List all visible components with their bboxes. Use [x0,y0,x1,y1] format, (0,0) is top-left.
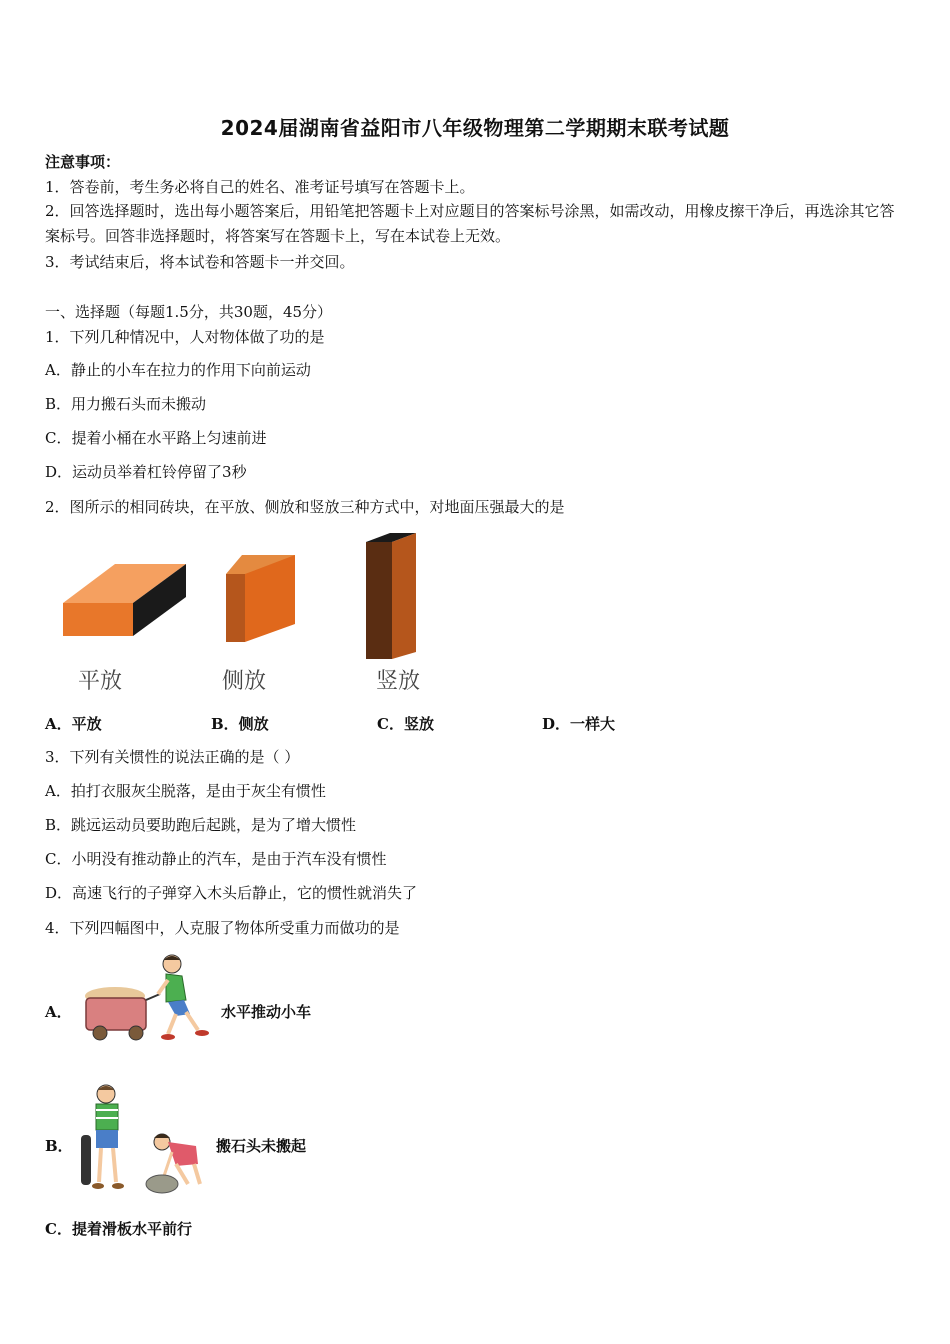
q4-option-c-caption: 提着滑板水平前行 [71,1220,192,1238]
figure-label-vertical: 竖放 [376,669,421,694]
q3-option-a: A．拍打衣服灰尘脱落，是由于灰尘有惯性 [45,782,326,800]
q3-option-d: D．高速飞行的子弹穿入木头后静止，它的惯性就消失了 [45,884,418,902]
q2-option-c: C．竖放 [377,715,434,733]
q1-option-a: A．静止的小车在拉力的作用下向前运动 [45,361,311,379]
q1-stem: 1．下列几种情况中，人对物体做了功的是 [45,328,325,346]
q2-option-d: D．一样大 [542,715,616,733]
q3-option-b: B．跳远运动员要助跑后起跳，是为了增大惯性 [45,816,357,834]
q4-option-c [45,1219,192,1239]
notice-item-2: 2．回答选择题时，选出每小题答案后，用铅笔把答题卡上对应题目的答案标号涂黑，如需改动，用橡皮擦干净后，再选涂其它答案标号。回答非选择题时，将答案写在答题卡上，写在本试卷上无效。 [45,202,895,245]
figure-label-flat: 平放 [78,669,123,694]
q4-option-b-caption: 搬石头未搬起 [216,1137,307,1155]
q1-option-c: C．提着小桶在水平路上匀速前进 [45,429,267,447]
notice-heading: 注意事项： [45,153,121,171]
q4-option-a-letter: A． [45,1003,72,1021]
section-heading: 一、选择题（每题1.5分，共30题，45分） [45,303,333,321]
q3-stem: 3．下列有关惯性的说法正确的是（ ） [45,748,300,766]
q1-option-d: D．运动员举着杠铃停留了3秒 [45,463,247,481]
q2-option-b: B．侧放 [211,715,269,733]
brick-side [226,555,295,642]
notice-item-1: 1．答卷前，考生务必将自己的姓名、准考证号填写在答题卡上。 [45,178,475,196]
push-cart-illustration [80,950,220,1045]
q1-option-b: B．用力搬石头而未搬动 [45,395,207,413]
q2-stem: 2．图所示的相同砖块，在平放、侧放和竖放三种方式中，对地面压强最大的是 [45,498,565,516]
lift-stone-illustration [76,1080,216,1200]
q4-stem: 4．下列四幅图中，人克服了物体所受重力而做功的是 [45,919,400,937]
q2-option-a: A．平放 [45,715,102,733]
q3-option-c: C．小明没有推动静止的汽车，是由于汽车没有惯性 [45,850,387,868]
brick-vertical [366,533,416,659]
page-title: 2024届湖南省益阳市八年级物理第二学期期末联考试题 [220,116,730,140]
figure-label-side: 侧放 [222,669,267,694]
q4-option-a-caption: 水平推动小车 [221,1003,312,1021]
q4-option-b-letter: B． [45,1137,73,1155]
brick-flat [63,564,186,636]
brick-figure [55,528,435,673]
notice-item-3: 3．考试结束后，将本试卷和答题卡一并交回。 [45,253,355,271]
q4-option-c-letter: C． [45,1220,72,1238]
